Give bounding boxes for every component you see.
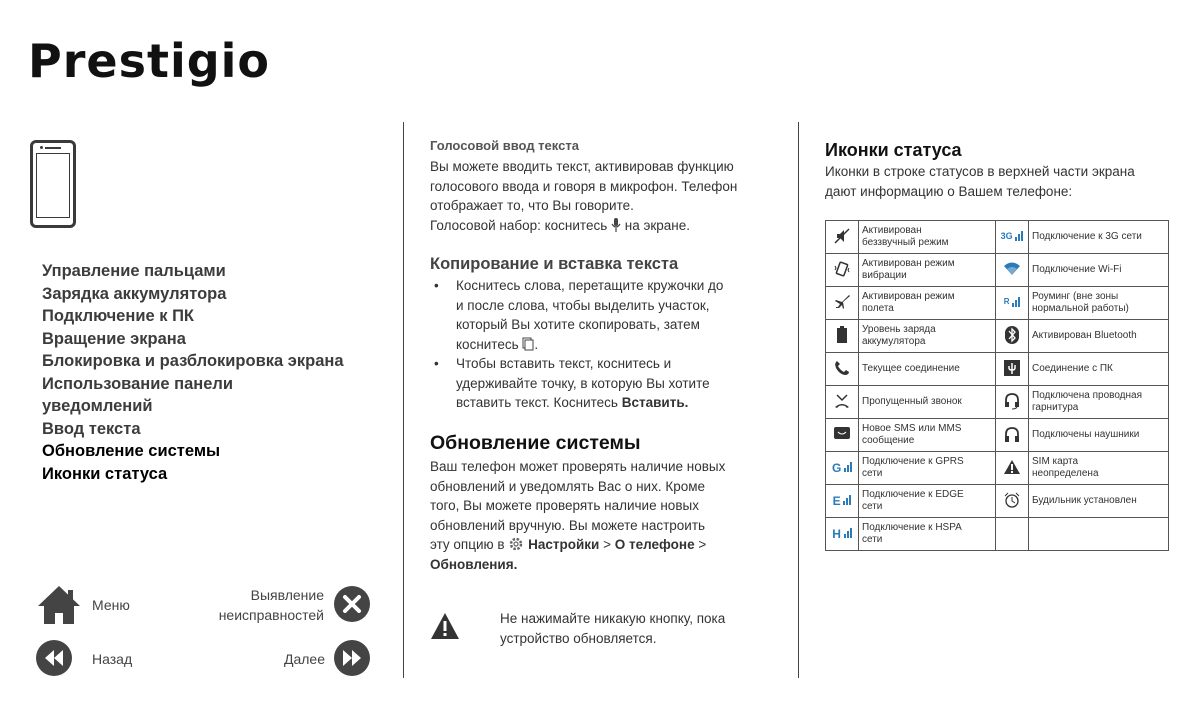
toc-item[interactable]: Иконки статуса	[42, 464, 168, 483]
vibrate-icon	[826, 254, 859, 287]
table-row: E Подключение к EDGE сети Будильник установлен	[826, 485, 1169, 518]
table-row: Новое SMS или MMS сообщение Подключены наушники	[826, 419, 1169, 452]
toc-item[interactable]: уведомлений	[42, 397, 153, 415]
list-item: • Коснитесь слова, перетащите кружочки до и после слова, чтобы выделить участок, который Вы хотите скопировать, затем коснитесь .	[456, 276, 775, 354]
toc-item[interactable]: Обновление системы	[42, 442, 221, 460]
toc-item[interactable]: Использование панели	[42, 374, 234, 393]
edge-icon: E	[826, 485, 859, 518]
back-button[interactable]	[36, 640, 72, 676]
empty-cell	[996, 518, 1029, 551]
call-icon	[826, 353, 859, 386]
battery-icon	[826, 320, 859, 353]
toc-item[interactable]: Зарядка аккумулятора	[42, 284, 227, 303]
home-icon	[36, 584, 82, 626]
missed-call-icon	[826, 386, 859, 419]
copy-paste-title: Копирование и вставка текста	[430, 255, 679, 273]
troubleshoot-button[interactable]	[334, 586, 370, 622]
usb-icon	[996, 353, 1029, 386]
table-row: Текущее соединение Соединение с ПК	[826, 353, 1169, 386]
gprs-icon: G	[826, 452, 859, 485]
rewind-icon	[43, 649, 65, 667]
back-label[interactable]: Назад	[92, 651, 133, 667]
hspa-icon: H	[826, 518, 859, 551]
bluetooth-icon	[996, 320, 1029, 353]
troubleshoot-label[interactable]: Выявление неисправностей	[218, 587, 324, 623]
toc-item[interactable]: Блокировка и разблокировка экрана	[42, 352, 344, 370]
table-of-contents	[42, 260, 382, 485]
sim-warning-icon	[996, 452, 1029, 485]
phone-icon	[30, 140, 76, 228]
roaming-icon: R	[996, 287, 1029, 320]
table-row: Активирован беззвучный режим 3G Подключение к 3G сети	[826, 221, 1169, 254]
menu-label[interactable]: Меню	[92, 597, 130, 613]
copy-paste-list	[430, 276, 775, 413]
table-row: Активирован режим вибрации Подключение Wi-Fi	[826, 254, 1169, 287]
table-row: Пропущенный звонок Подключена проводная гарнитура	[826, 386, 1169, 419]
toc-item[interactable]: Подключение к ПК	[42, 307, 194, 325]
microphone-icon	[611, 218, 621, 232]
toc-item[interactable]: Управление пальцами	[42, 262, 226, 280]
wifi-icon	[996, 254, 1029, 287]
status-icons-table	[825, 220, 1169, 551]
warning-icon	[430, 612, 460, 645]
voice-input-title: Голосовой ввод текста	[430, 138, 579, 153]
system-update-text: Ваш телефон может проверять наличие новых обновлений и уведомлять Вас о них. Кроме того, Вы можете проверять наличие новых обновлений вручную. Вы можете настроить эту опцию в Настройки > О телефоне > Обновления.	[430, 459, 726, 572]
headphones-icon	[996, 419, 1029, 452]
menu-button[interactable]	[36, 584, 82, 631]
table-row: H Подключение к HSPA сети	[826, 518, 1169, 551]
settings-gear-icon	[508, 536, 524, 552]
next-label[interactable]: Далее	[284, 651, 326, 667]
mute-icon	[826, 221, 859, 254]
column-divider	[798, 122, 799, 678]
table-row: G Подключение к GPRS сети SIM карта неопределена	[826, 452, 1169, 485]
voice-input-text: Вы можете вводить текст, активировав функцию голосового ввода и говоря в микрофон. Телефон отображает то, что Вы говорите. Голосовой набор: коснитесь на экране.	[430, 159, 738, 233]
copy-icon	[522, 337, 534, 351]
next-button[interactable]	[334, 640, 370, 676]
alarm-icon	[996, 485, 1029, 518]
3g-signal-icon: 3G	[996, 221, 1029, 254]
toc-item[interactable]: Ввод текста	[42, 419, 141, 438]
headset-mic-icon	[996, 386, 1029, 419]
table-row: Уровень заряда аккумулятора Активирован Bluetooth	[826, 320, 1169, 353]
tools-icon	[340, 592, 364, 616]
list-item: • Чтобы вставить текст, коснитесь и удерживайте точку, в которую Вы хотите вставить текст. Коснитесь Вставить.	[456, 354, 775, 413]
brand-logo: Prestigio	[28, 34, 271, 88]
warning-text: Не нажимайте никакую кнопку, пока устройство обновляется.	[500, 611, 726, 646]
column-divider	[403, 122, 404, 678]
system-update-title: Обновление системы	[430, 432, 641, 454]
status-icons-intro: Иконки в строке статусов в верхней части экрана дают информацию о Вашем телефоне:	[825, 164, 1135, 199]
sms-icon	[826, 419, 859, 452]
fast-forward-icon	[341, 649, 363, 667]
airplane-icon	[826, 287, 859, 320]
toc-item[interactable]: Вращение экрана	[42, 329, 186, 348]
table-row: Активирован режим полета $^R$ Роуминг (вне зоны нормальной работы)	[826, 287, 1169, 320]
status-icons-title: Иконки статуса	[825, 140, 962, 160]
